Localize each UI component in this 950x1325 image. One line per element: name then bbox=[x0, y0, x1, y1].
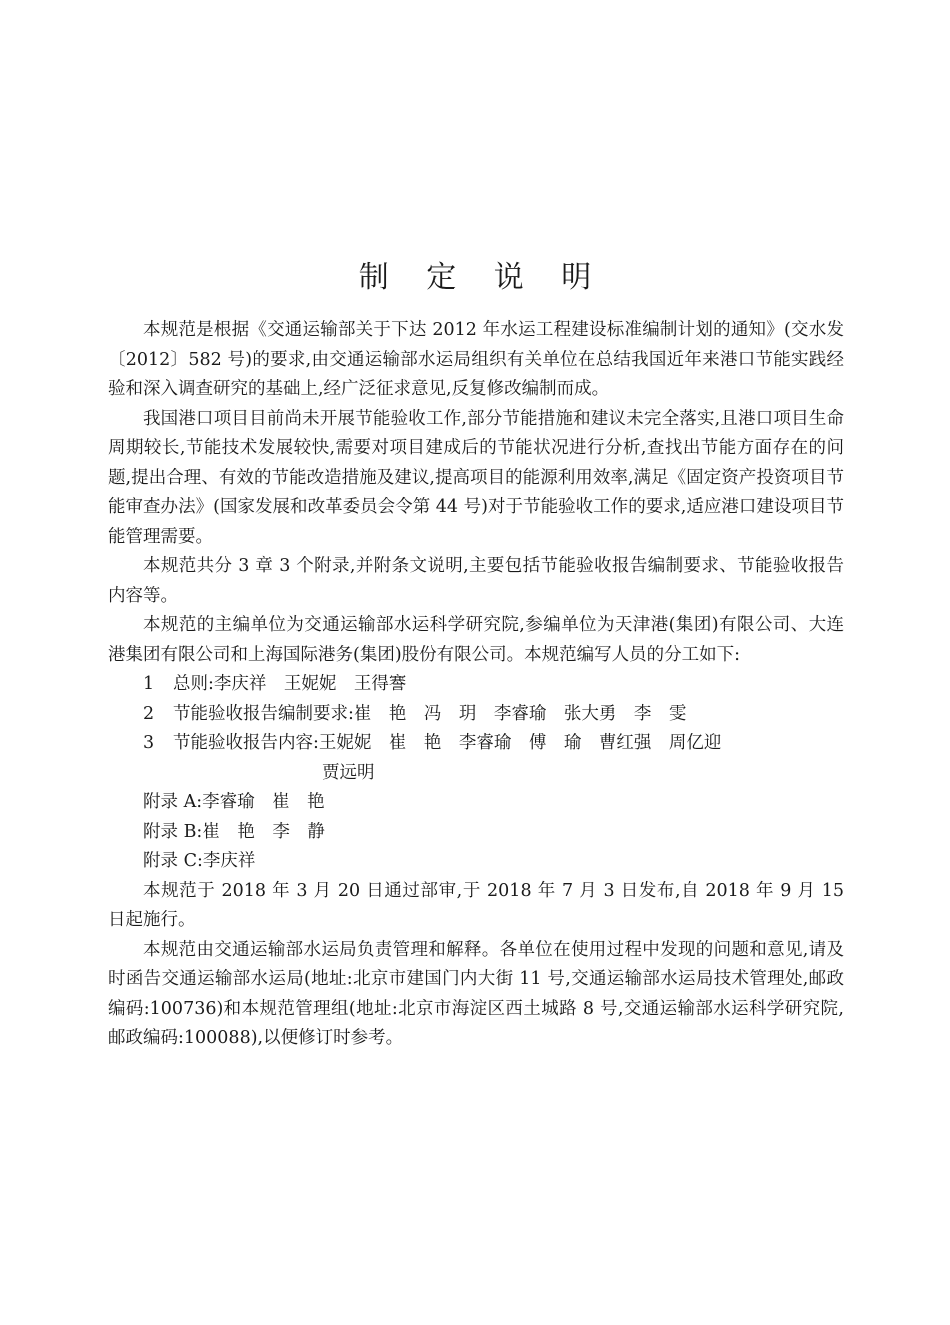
paragraph: 本规范的主编单位为交通运输部水运科学研究院,参编单位为天津港(集团)有限公司、大连港集团有限公司和上海国际港务(集团)股份有限公司。本规范编写人员的分工如下: bbox=[108, 615, 844, 665]
appendix-item: 附录 B:崔 艳 李 静 bbox=[143, 821, 325, 842]
paragraph: 本规范共分 3 章 3 个附录,并附条文说明,主要包括节能验收报告编制要求、节能验收报告内容等。 bbox=[108, 556, 844, 606]
paragraph: 本规范于 2018 年 3 月 20 日通过部审,于 2018 年 7 月 3 日发布,自 2018 年 9 月 15 日起施行。 bbox=[108, 880, 844, 930]
assignment-number: 2 bbox=[143, 703, 155, 724]
assignment-number: 3 bbox=[143, 733, 155, 753]
paragraph: 本规范由交通运输部水运局负责管理和解释。各单位在使用过程中发现的问题和意见,请及时函告交通运输部水运局(地址:北京市建国门内大街 11 号,交通运输部水运局技术管理处,邮政编码:100736)和本规范管理组(地址:北京市海淀区西土城路 8 号,交通运输部水运科学研究院,邮政编码:100088),以便修订时参考。 bbox=[108, 939, 844, 1048]
assignment-text: 节能验收报告内容:王妮妮 崔 艳 李睿瑜 傅 瑜 曹红强 周亿迎 bbox=[173, 733, 722, 753]
assignment-item bbox=[108, 670, 844, 700]
document-body bbox=[108, 316, 844, 1054]
assignment-continuation: 贾远明 bbox=[322, 762, 375, 783]
assignment-item bbox=[108, 729, 844, 759]
assignment-item bbox=[108, 700, 844, 730]
appendix-item: 附录 C:李庆祥 bbox=[143, 851, 256, 871]
assignment-number: 1 bbox=[143, 674, 155, 694]
assignment-text: 节能验收报告编制要求:崔 艳 冯 玥 李睿瑜 张大勇 李 雯 bbox=[173, 703, 687, 724]
assignment-text: 总则:李庆祥 王妮妮 王得謇 bbox=[173, 674, 407, 694]
paragraph: 本规范是根据《交通运输部关于下达 2012 年水运工程建设标准编制计划的通知》(交水发〔2012〕582 号)的要求,由交通运输部水运局组织有关单位在总结我国近年来港口节能实践经验和深入调查研究的基础上,经广泛征求意见,反复修改编制而成。 bbox=[108, 320, 844, 399]
page-title: 制 定 说 明 bbox=[358, 260, 606, 295]
paragraph: 我国港口项目目前尚未开展节能验收工作,部分节能措施和建议未完全落实,且港口项目生命周期较长,节能技术发展较快,需要对项目建成后的节能状况进行分析,查找出节能方面存在的问题,提出合理、有效的节能改造措施及建议,提高项目的能源利用效率,满足《固定资产投资项目节能审查办法》(国家发展和改革委员会令第 44 号)对于节能验收工作的要求,适应港口建设项目节能管理需要。 bbox=[108, 408, 844, 547]
appendix-item: 附录 A:李睿瑜 崔 艳 bbox=[143, 792, 325, 812]
